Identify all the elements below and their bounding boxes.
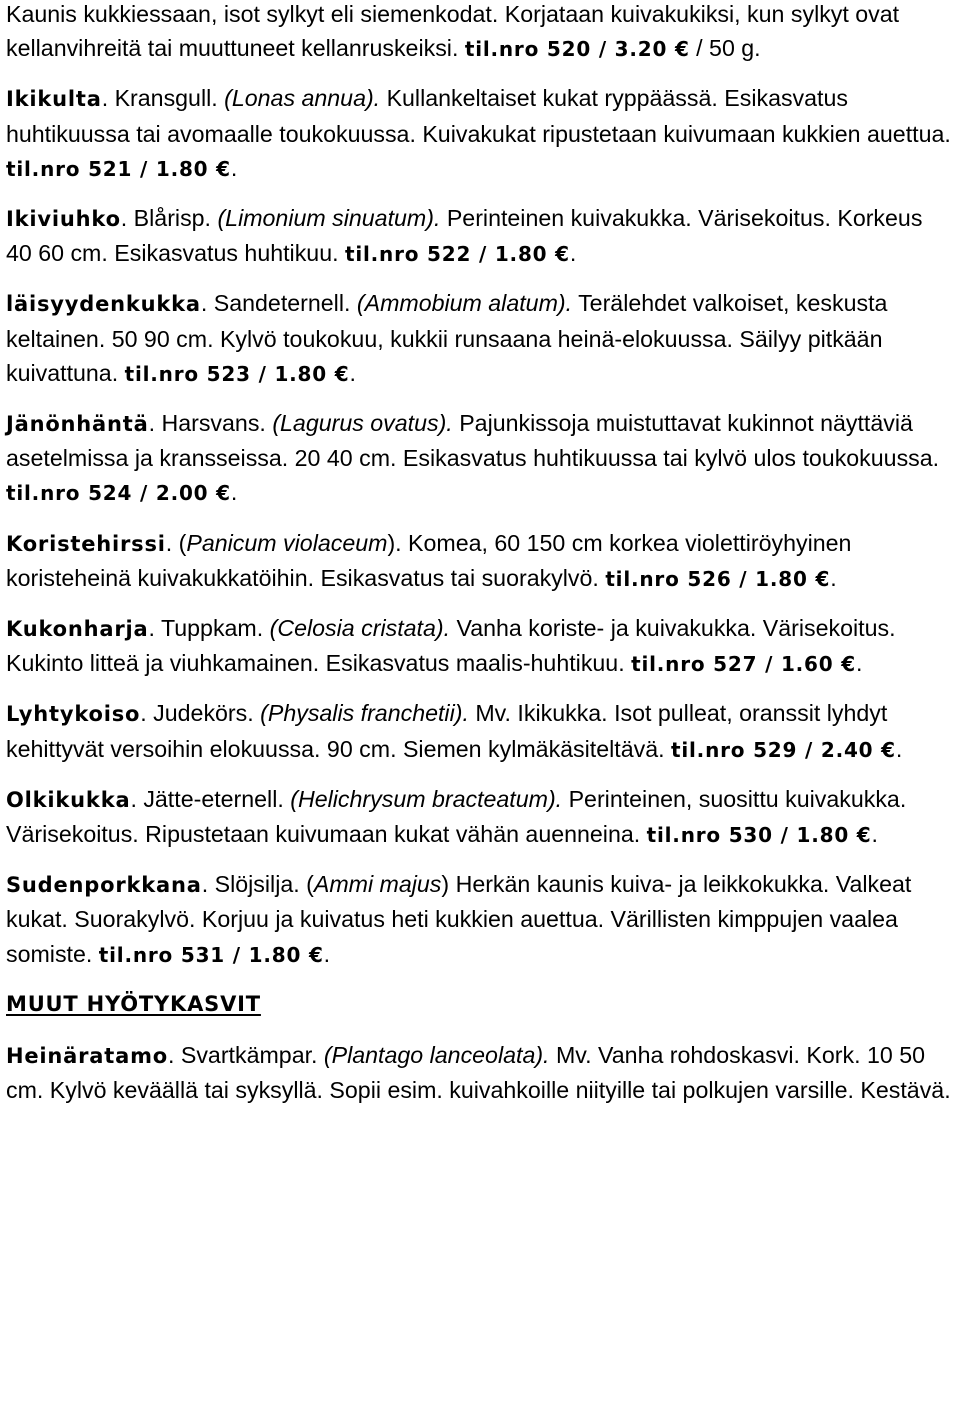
catalog-entry <box>6 696 951 766</box>
plant-name: Heinäratamo <box>6 1044 168 1069</box>
order-number: til.nro 526 / 1.80 € <box>605 566 831 591</box>
entry-description: Perinteinen, suosittu kuivakukka. Värisekoitus. Ripustetaan kuivumaan kukat vähän auenneina. <box>6 785 907 848</box>
entry-description: Kullankeltaiset kukat ryppäässä. Esikasvatus huhtikuussa tai avomaalle toukokuussa. Kuivakukat ripustetaan kuivumaan kukkien auettua. <box>6 85 951 147</box>
latin-name: Ammi majus <box>313 871 442 898</box>
entry-description: Mv. Vanha rohdoskasvi. Kork. 10 50 cm. Kylvö keväällä tai syksyllä. Sopii esim. kuivahkoille niityille tai polkujen varsille. Kestävä. <box>6 1042 951 1104</box>
plant-name: Kukonharja <box>6 617 149 642</box>
plant-name: Jänönhäntä <box>6 412 149 437</box>
swedish-name: . Jätte-eternell. <box>130 785 291 812</box>
plant-name: Ikikulta <box>6 87 102 112</box>
catalog-entry <box>6 406 951 511</box>
entry-end: . <box>230 479 238 506</box>
latin-name: (Helichrysum bracteatum). <box>290 785 563 812</box>
entry-end: . <box>230 154 238 181</box>
latin-name: (Lonas annua). <box>224 85 381 112</box>
catalog-entry <box>6 81 951 186</box>
catalog-entry <box>6 526 951 596</box>
latin-name: (Lagurus ovatus). <box>272 410 453 437</box>
swedish-name: . Judekörs. <box>140 700 261 727</box>
order-number: til.nro 529 / 2.40 € <box>671 737 896 762</box>
entry-description: Vanha koriste- ja kuivakukka. Värisekoitus. Kukinto litteä ja viuhkamainen. Esikasvatus maalis-huhtikuu. <box>6 615 896 677</box>
order-number: til.nro 527 / 1.60 € <box>631 652 856 677</box>
plant-name: Lyhtykoiso <box>6 702 141 727</box>
swedish-name: . Harsvans. <box>148 410 273 437</box>
section-heading: MUUT HYÖTYKASVIT <box>6 991 261 1016</box>
swedish-name: . Blårisp. <box>120 205 218 232</box>
order-number: til.nro 522 / 1.80 € <box>344 242 570 267</box>
swedish-name: . Svartkämpar. <box>167 1042 324 1069</box>
order-number: til.nro 531 / 1.80 € <box>98 942 324 967</box>
order-number: til.nro 520 / 3.20 € <box>464 37 690 62</box>
entry-end: . <box>349 359 356 386</box>
latin-name: (Limonium sinuatum). <box>217 205 441 232</box>
entry-end: . <box>830 564 837 591</box>
entry-description: ). Komea, 60 150 cm korkea violettiröyhyinen koristeheinä kuivakukkatöihin. Esikasvatus tai suorakylvö. <box>6 529 852 591</box>
order-number: til.nro 530 / 1.80 € <box>646 823 872 848</box>
entry-description: Pajunkissoja muistuttavat kukinnot näyttäviä asetelmissa ja kransseissa. 20 40 cm. Esikasvatus huhtikuussa tai kylvö ulos toukokuussa. <box>6 410 940 472</box>
catalog-entry <box>6 0 951 66</box>
entry-description: Mv. Ikikukka. Isot pulleat, oranssit lyhdyt kehittyvät versoihin elokuussa. 90 cm. Siemen kylmäkäsiteltävä. <box>6 700 888 762</box>
entry-end: . <box>569 240 577 267</box>
catalog-entry <box>6 611 951 681</box>
plant-name: Koristehirssi <box>6 531 166 556</box>
catalog-entry <box>6 201 951 271</box>
catalog-entry <box>6 867 951 972</box>
entry-description: Perinteinen kuivakukka. Värisekoitus. Korkeus 40 60 cm. Esikasvatus huhtikuu. <box>6 205 923 267</box>
plant-name: Sudenporkkana <box>6 873 202 898</box>
order-number: til.nro 523 / 1.80 € <box>124 361 350 386</box>
entry-end: . <box>323 940 331 967</box>
plant-name: Olkikukka <box>6 787 131 812</box>
catalog-entry <box>6 782 951 852</box>
latin-name: (Celosia cristata). <box>269 615 451 642</box>
entry-description: / 50 g. <box>689 35 761 62</box>
swedish-name: . ( <box>165 529 187 556</box>
entry-description: ) Herkän kaunis kuiva- ja leikkokukka. Valkeat kukat. Suorakylvö. Korjuu ja kuivatus heti kukkien auettua. Värillisten kimppujen vaalea somiste. <box>6 871 912 967</box>
swedish-name: . Kransgull. <box>101 85 225 112</box>
latin-name: (Physalis franchetii). <box>260 700 469 727</box>
catalog-entry <box>6 1038 951 1107</box>
latin-name: Panicum violaceum <box>186 529 388 556</box>
latin-name: (Ammobium alatum). <box>356 290 573 317</box>
entry-end: . <box>871 821 878 848</box>
entry-end: . <box>895 735 903 762</box>
order-number: til.nro 524 / 2.00 € <box>6 481 231 506</box>
order-number: til.nro 521 / 1.80 € <box>6 156 231 181</box>
entry-end: . <box>855 650 863 677</box>
catalog-entry <box>6 286 951 391</box>
plant-name: Ikiviuhko <box>6 207 121 232</box>
swedish-name: . Slöjsilja. ( <box>201 871 314 898</box>
catalog-page <box>6 0 951 1122</box>
entry-description: Kaunis kukkiessaan, isot sylkyt eli siemenkodat. Korjataan kuivakukiksi, kun sylkyt ovat kellanvihreitä tai muuttuneet kellanruskeiksi. <box>6 1 900 62</box>
swedish-name: . Tuppkam. <box>148 615 270 642</box>
entry-description: Terälehdet valkoiset, keskusta keltainen. 50 90 cm. Kylvö toukokuu, kukkii runsaana heinä-elokuussa. Säilyy pitkään kuivattuna. <box>6 290 888 386</box>
latin-name: (Plantago lanceolata). <box>323 1042 550 1069</box>
swedish-name: . Sandeternell. <box>200 290 357 317</box>
plant-name: läisyydenkukka <box>6 292 201 317</box>
